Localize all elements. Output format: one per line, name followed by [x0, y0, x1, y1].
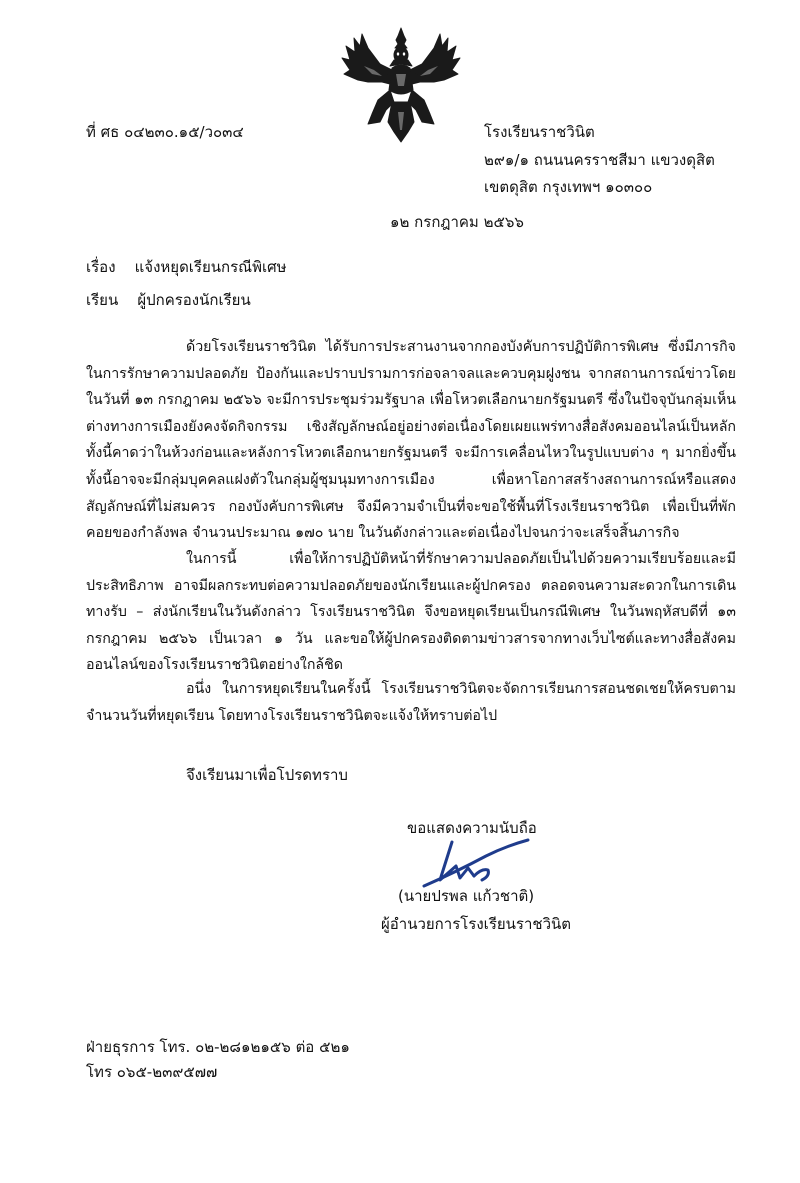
school-name: โรงเรียนราชวินิต	[484, 123, 595, 141]
contact-line1: ฝ่ายธุรการ โทร. ๐๒-๒๘๑๒๑๕๖ ต่อ ๕๒๑	[86, 1038, 350, 1056]
paragraph-text: ในการนี้ เพื่อให้การปฏิบัติหน้าที่รักษาความปลอดภัยเป็นไปด้วยความเรียบร้อยและมีประสิทธิภาพ อาจมีผลกระทบต่อความปลอดภัยของนักเรียนและผู้ปกครอง ตลอดจนความสะดวกในการเดินทางรับ – ส่งนักเรียนในวันดังกล่าว โรงเรียนราชวินิต จึงขอหยุดเรียนเป็นกรณีพิเศษ ในวันพฤหัสบดีที่ ๑๓ กรกฎาคม ๒๕๖๖ เป็นเวลา ๑ วัน และขอให้ผู้ปกครองติดตามข่าวสารจากทางเว็บไซต์และทางสื่อสังคมออนไลน์ของโรงเรียนราชวินิตอย่างใกล้ชิด	[86, 551, 736, 674]
paragraph-text: อนึ่ง ในการหยุดเรียนในครั้งนี้ โรงเรียนราชวินิตจะจัดการเรียนการสอนชดเชยให้ครบตามจำนวนวันที่หยุดเรียน โดยทางโรงเรียนราชวินิตจะแจ้งให้ทราบต่อไป	[86, 681, 736, 724]
school-address-line2: เขตดุสิต กรุงเทพฯ ๑๐๓๐๐	[484, 178, 653, 196]
document-number: ที่ ศธ ๐๔๒๓๐.๑๕/ว๐๓๔	[86, 123, 244, 141]
garuda-emblem-icon	[338, 26, 464, 144]
signer-name: (นายปรพล แก้วชาติ)	[398, 887, 535, 905]
body-paragraph-2	[86, 546, 736, 679]
letter-date: ๑๒ กรกฎาคม ๒๕๖๖	[390, 213, 524, 231]
subject-label: เรื่อง	[86, 258, 116, 276]
recipient-text: ผู้ปกครองนักเรียน	[137, 291, 251, 309]
body-paragraph-1	[86, 334, 736, 547]
signer-title: ผู้อำนวยการโรงเรียนราชวินิต	[381, 915, 571, 933]
subject-row	[86, 257, 287, 277]
recipient-row	[86, 290, 251, 310]
regards-text: ขอแสดงความนับถือ	[407, 819, 537, 837]
body-paragraph-3	[86, 676, 736, 729]
school-address-line1: ๒๙๑/๑ ถนนนครราชสีมา แขวงดุสิต	[484, 151, 715, 169]
closing-line: จึงเรียนมาเพื่อโปรดทราบ	[186, 766, 348, 784]
paragraph-text: ด้วยโรงเรียนราชวินิต ได้รับการประสานงานจากกองบังคับการปฏิบัติการพิเศษ ซึ่งมีภารกิจในการรักษาความปลอดภัย ป้องกันและปราบปรามการก่อจลาจลและควบคุมฝูงชน จากสถานการณ์ข่าวโดยในวันที่ ๑๓ กรกฎาคม ๒๕๖๖ จะมีการประชุมร่วมรัฐบาล เพื่อโหวตเลือกนายกรัฐมนตรี ซึ่งในปัจจุบันกลุ่มเห็นต่างทางการเมืองยังคงจัดกิจกรรม เชิงสัญลักษณ์อยู่อย่างต่อเนื่องโดยเผยแพร่ทางสื่อสังคมออนไลน์เป็นหลัก ทั้งนี้คาดว่าในห้วงก่อนและหลังการโหวตเลือกนายกรัฐมนตรี จะมีการเคลื่อนไหวในรูปแบบต่าง ๆ มากยิ่งขึ้น ทั้งนี้อาจจะมีกลุ่มบุคคลแฝงตัวในกลุ่มผู้ชุมนุมทางการเมือง เพื่อหาโอกาสสร้างสถานการณ์หรือแสดงสัญลักษณ์ที่ไม่สมควร กองบังคับการพิเศษ จึงมีความจำเป็นที่จะขอใช้พื้นที่โรงเรียนราชวินิต เพื่อเป็นที่พักคอยของกำลังพล จำนวนประมาณ ๑๗๐ นาย ในวันดังกล่าวและต่อเนื่องไปจนกว่าจะเสร็จสิ้นภารกิจ	[86, 339, 736, 542]
recipient-label: เรียน	[86, 291, 119, 309]
subject-text: แจ้งหยุดเรียนกรณีพิเศษ	[134, 258, 287, 276]
contact-line2: โทร ๐๖๕-๒๓๙๕๗๗	[86, 1063, 218, 1081]
